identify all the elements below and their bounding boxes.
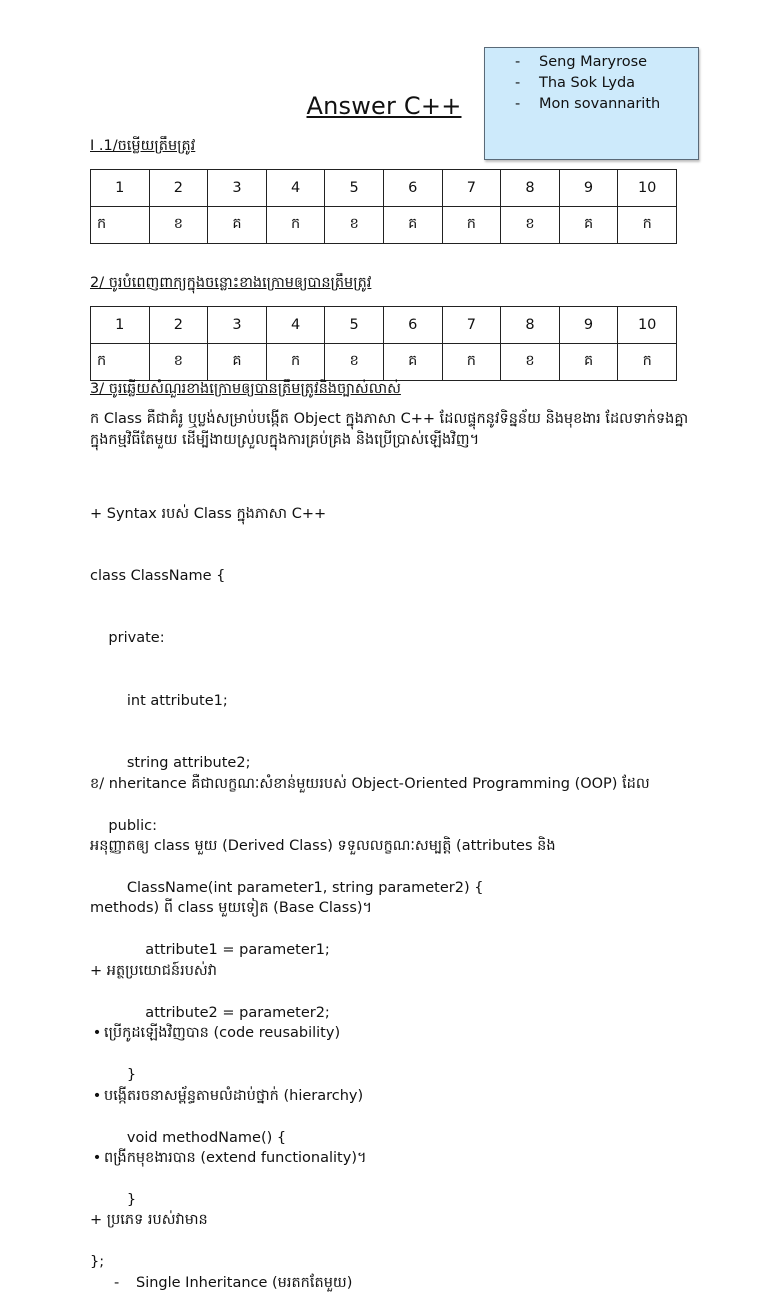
table-header-cell: 7 bbox=[442, 170, 501, 207]
table-header-cell: 1 bbox=[91, 170, 150, 207]
section2-heading: 2/ ចូរបំពេញពាក្យក្នុងចន្លោះខាងក្រោមឲ្យបានត្រឹមត្រូវ bbox=[90, 275, 372, 291]
name-item: - Tha Sok Lyda bbox=[515, 73, 698, 94]
code-line: attribute2 = parameter2; bbox=[90, 1004, 330, 1021]
table-answer-cell: ខ bbox=[501, 344, 560, 381]
table-header-row bbox=[91, 170, 677, 207]
table-header-cell: 5 bbox=[325, 307, 384, 344]
table-header-cell: 1 bbox=[91, 307, 150, 344]
code-line: + Syntax របស់ Class ក្នុងភាសា C++ bbox=[90, 505, 327, 522]
table-answer-cell: ក bbox=[266, 207, 325, 244]
table-header-cell: 10 bbox=[618, 170, 677, 207]
code-line: class ClassName { bbox=[90, 567, 226, 584]
section3-heading: 3/ ចូរឆ្លើយសំណួរខាងក្រោមឲ្យបានត្រឹមត្រូវនិងច្បាស់លាស់ bbox=[90, 381, 401, 397]
benefit-item bbox=[90, 1023, 650, 1044]
inheritance-block bbox=[90, 732, 650, 1314]
code-line: }; bbox=[90, 1254, 105, 1271]
code-line: } bbox=[90, 1067, 137, 1084]
type-item bbox=[90, 1273, 650, 1294]
table-answer-cell: គ bbox=[383, 344, 442, 381]
table-answer-cell: ខ bbox=[149, 207, 208, 244]
section1-heading: I .1/ចម្លើយត្រឹមត្រូវ bbox=[90, 138, 196, 154]
table-header-row bbox=[91, 307, 677, 344]
inheritance-line: អនុញ្ញាតឲ្យ class មួយ (Derived Class) ទទួលលក្ខណៈសម្បត្តិ (attributes និង bbox=[90, 837, 556, 854]
table-answer-cell: ក bbox=[91, 207, 150, 244]
table-header-cell: 4 bbox=[266, 170, 325, 207]
code-line: public: bbox=[90, 817, 157, 834]
document-title: Answer C++ bbox=[306, 92, 462, 120]
table-answer-cell: គ bbox=[208, 207, 267, 244]
benefit-text: ពង្រីកមុខងារបាន (extend functionality)។ bbox=[104, 1149, 367, 1166]
name-item: - Seng Maryrose bbox=[515, 52, 698, 73]
table-header-cell: 4 bbox=[266, 307, 325, 344]
table-answer-cell: គ bbox=[208, 344, 267, 381]
benefit-text: បង្កើតរចនាសម្ព័ន្ធតាមលំដាប់ថ្នាក់ (hierarchy) bbox=[104, 1087, 364, 1104]
table-header-cell: 2 bbox=[149, 307, 208, 344]
table-header-cell: 3 bbox=[208, 307, 267, 344]
inheritance-line: ខ/ nheritance គឺជាលក្ខណៈសំខាន់មួយរបស់ Object-Oriented Programming (OOP) ដែល bbox=[90, 775, 650, 792]
answer-table-1 bbox=[90, 169, 677, 244]
table-answer-cell: គ bbox=[559, 207, 618, 244]
table-header-cell: 8 bbox=[501, 307, 560, 344]
table-answer-cell: ខ bbox=[325, 344, 384, 381]
benefit-item bbox=[90, 1086, 650, 1107]
table-header-cell: 10 bbox=[618, 307, 677, 344]
names-textbox bbox=[484, 47, 699, 160]
class-definition-paragraph: ក Class គឺជាគំរូ ឬប្លង់សម្រាប់បង្កើត Object ក្នុងភាសា C++ ដែលផ្ទុកនូវទិន្នន័យ និងមុខងារ ដែលទាក់ទងគ្នា ក្នុងកម្មវិធីតែមួយ ដើម្បីងាយស្រួលក្នុងការគ្រប់គ្រង និងប្រើប្រាស់ឡើងវិញ។ bbox=[90, 411, 689, 448]
benefit-item bbox=[90, 1148, 650, 1169]
type-text: Single Inheritance (មរតកតែមួយ) bbox=[136, 1274, 353, 1291]
table-answer-cell: ខ bbox=[501, 207, 560, 244]
code-line: private: bbox=[90, 630, 165, 647]
table-header-cell: 6 bbox=[383, 307, 442, 344]
names-list bbox=[485, 48, 698, 115]
table-answer-cell: ក bbox=[618, 207, 677, 244]
types-heading: + ប្រភេទ របស់វាមាន bbox=[90, 1212, 208, 1229]
table-answer-row bbox=[91, 344, 677, 381]
table-answer-cell: ក bbox=[266, 344, 325, 381]
code-line: int attribute1; bbox=[90, 692, 228, 709]
table-header-cell: 3 bbox=[208, 170, 267, 207]
benefit-text: ប្រើកូដឡើងវិញបាន (code reusability) bbox=[104, 1025, 341, 1042]
code-line: ClassName(int parameter1, string parameter2) { bbox=[90, 879, 484, 896]
table-answer-cell: គ bbox=[559, 344, 618, 381]
table-header-cell: 6 bbox=[383, 170, 442, 207]
code-line: attribute1 = parameter1; bbox=[90, 942, 330, 959]
code-line: } bbox=[90, 1191, 137, 1208]
inheritance-line: methods) ពី class មួយទៀត (Base Class)។ bbox=[90, 900, 373, 917]
table-header-cell: 7 bbox=[442, 307, 501, 344]
table-answer-row bbox=[91, 207, 677, 244]
table-header-cell: 2 bbox=[149, 170, 208, 207]
table-answer-cell: គ bbox=[383, 207, 442, 244]
code-line: void methodName() { bbox=[90, 1129, 287, 1146]
benefits-heading: + អត្ថប្រយោជន៍របស់វា bbox=[90, 962, 217, 979]
code-line: string attribute2; bbox=[90, 755, 251, 772]
table-header-cell: 9 bbox=[559, 307, 618, 344]
answer-table-2 bbox=[90, 306, 677, 381]
table-answer-cell: ក bbox=[442, 207, 501, 244]
table-header-cell: 9 bbox=[559, 170, 618, 207]
table-answer-cell: ខ bbox=[325, 207, 384, 244]
name-item: - Mon sovannarith bbox=[515, 94, 698, 115]
table-header-cell: 8 bbox=[501, 170, 560, 207]
table-answer-cell: ក bbox=[442, 344, 501, 381]
table-answer-cell: ក bbox=[91, 344, 150, 381]
table-answer-cell: ក bbox=[618, 344, 677, 381]
table-header-cell: 5 bbox=[325, 170, 384, 207]
table-answer-cell: ខ bbox=[149, 344, 208, 381]
